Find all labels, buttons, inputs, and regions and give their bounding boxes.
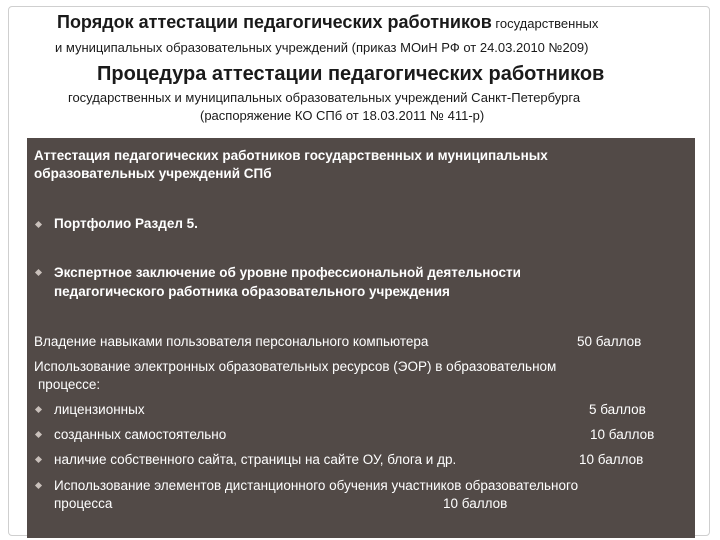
item-licensed-label: лицензионных [54,402,145,417]
item-licensed-score: 5 баллов [589,402,646,417]
bullet-icon [35,431,42,438]
bullet-icon [35,482,42,489]
item-website-label: наличие собственного сайта, страницы на сайте ОУ, блога и др. [54,452,457,467]
bullet-icon [35,269,42,276]
header-line-5: (распоряжение КО СПб от 18.03.2011 № 411-р) [200,108,485,123]
distance-score: 10 баллов [443,496,508,511]
bullet-expert-line-1: Экспертное заключение об уровне профессиональной деятельности [54,265,521,280]
pc-skills-score: 50 баллов [577,334,642,349]
header-line-4: государственных и муниципальных образовательных учреждений Санкт-Петербурга [68,90,581,105]
bullet-expert-line-2: педагогического работника образовательного учреждения [54,284,450,299]
bullet-portfolio: Портфолио Раздел 5. [54,216,198,231]
intro-line-2: образовательных учреждений СПб [34,166,272,181]
intro-line-1: Аттестация педагогических работников государственных и муниципальных [34,148,548,163]
content-panel [27,138,695,538]
eor-line-2: процессе: [38,377,101,392]
distance-line-1: Использование элементов дистанционного обучения участников образовательного [54,478,579,493]
item-self-made-score: 10 баллов [590,427,655,442]
bullet-icon [35,221,42,228]
slide-title: Процедура аттестации педагогических работников [97,63,605,85]
item-website-score: 10 баллов [579,452,644,467]
header-line-1 [57,12,598,33]
item-self-made-label: созданных самостоятельно [54,427,227,442]
header-line-1-rest: государственных [491,16,599,31]
distance-line-2: процесса [54,496,113,511]
header-line-1-main: Порядок аттестации педагогических работников [57,12,492,32]
bullet-icon [35,406,42,413]
bullet-icon [35,456,42,463]
pc-skills-label: Владение навыками пользователя персонального компьютера [34,334,429,349]
eor-line-1: Использование электронных образовательных ресурсов (ЭОР) в образовательном [34,359,557,374]
header-line-2: и муниципальных образовательных учреждений (приказ МОиН РФ от 24.03.2010 №209) [55,40,589,55]
